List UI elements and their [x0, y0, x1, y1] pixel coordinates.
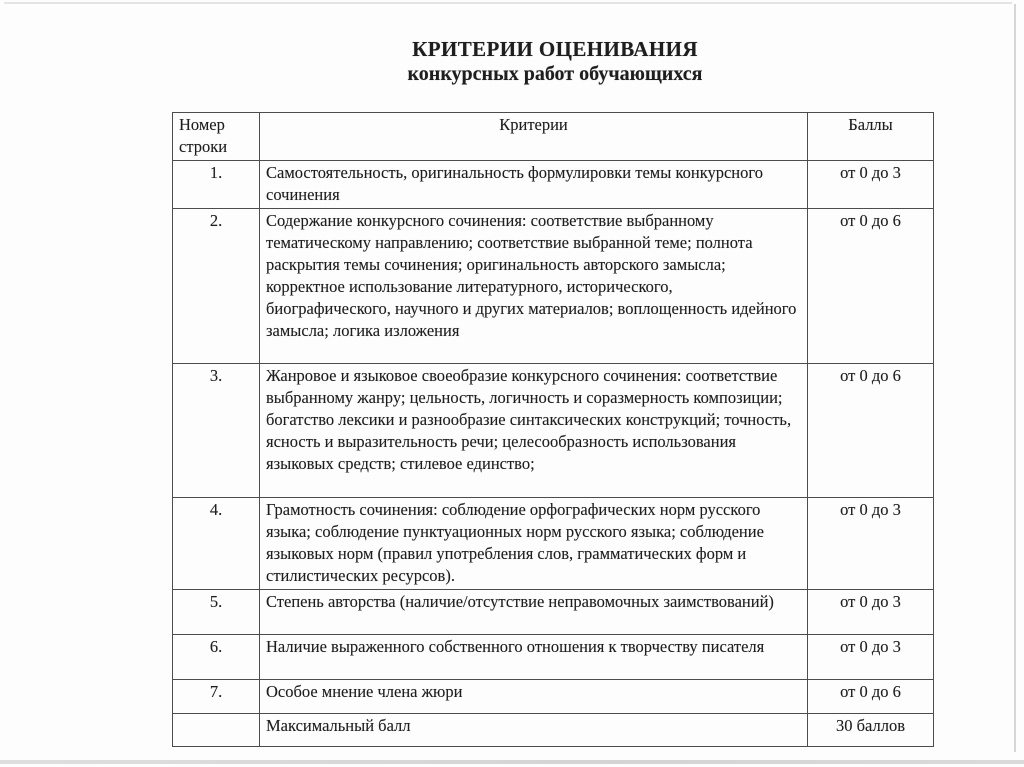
points-cell: от 0 до 3: [808, 590, 934, 635]
points-cell: от 0 до 3: [808, 498, 934, 590]
row-number-cell: 3.: [173, 364, 260, 498]
header-criteria: Критерии: [260, 113, 808, 161]
table-row: [173, 498, 934, 590]
criteria-cell: Самостоятельность, оригинальность формулировки темы конкурсного сочинения: [260, 161, 808, 209]
row-number-cell: [173, 714, 260, 747]
scan-edge-right: [1014, 4, 1016, 752]
document-title-block: [172, 36, 938, 87]
header-points: Баллы: [808, 113, 934, 161]
criteria-cell: Наличие выраженного собственного отношения к творчеству писателя: [260, 635, 808, 680]
scan-edge-bottom: [0, 760, 1024, 764]
table-row-total: [173, 714, 934, 747]
row-number-cell: 6.: [173, 635, 260, 680]
points-cell: от 0 до 3: [808, 635, 934, 680]
criteria-cell: Содержание конкурсного сочинения: соответствие выбранному тематическому направлению; соответствие выбранной теме; полнота раскрытия темы сочинения; оригинальность авторского замысла; корректное использование литературного, исторического, биографического, научного и других материалов; воплощенность идейного замысла; логика изложения: [260, 209, 808, 364]
table-row: [173, 209, 934, 364]
row-number-cell: 4.: [173, 498, 260, 590]
header-row-number: Номер строки: [173, 113, 260, 161]
points-cell: от 0 до 6: [808, 680, 934, 714]
row-number-cell: 7.: [173, 680, 260, 714]
table-row: [173, 364, 934, 498]
page-subtitle: конкурсных работ обучающихся: [407, 63, 703, 85]
criteria-cell: Степень авторства (наличие/отсутствие неправомочных заимствований): [260, 590, 808, 635]
criteria-cell: Особое мнение члена жюри: [260, 680, 808, 714]
table-row: [173, 635, 934, 680]
table-row: [173, 590, 934, 635]
table-row: [173, 680, 934, 714]
table-header-row: [173, 113, 934, 161]
criteria-cell: Максимальный балл: [260, 714, 808, 747]
criteria-cell: Жанровое и языковое своеобразие конкурсного сочинения: соответствие выбранному жанру; цельность, логичность и соразмерность композиции; богатство лексики и разнообразие синтаксических конструкций; точность, ясность и выразительность речи; целесообразность использования языковых средств; стилевое единство;: [260, 364, 808, 498]
criteria-table: [172, 112, 934, 747]
row-number-cell: 2.: [173, 209, 260, 364]
criteria-cell: Грамотность сочинения: соблюдение орфографических норм русского языка; соблюдение пунктуационных норм русского языка; соблюдение языковых норм (правил употребления слов, грамматических форм и стилистических ресурсов).: [260, 498, 808, 590]
scan-edge-top: [4, 2, 1012, 4]
page-title: КРИТЕРИИ ОЦЕНИВАНИЯ: [412, 37, 698, 61]
points-cell: от 0 до 6: [808, 364, 934, 498]
points-cell: 30 баллов: [808, 714, 934, 747]
row-number-cell: 5.: [173, 590, 260, 635]
table-row: [173, 161, 934, 209]
points-cell: от 0 до 3: [808, 161, 934, 209]
points-cell: от 0 до 6: [808, 209, 934, 364]
row-number-cell: 1.: [173, 161, 260, 209]
